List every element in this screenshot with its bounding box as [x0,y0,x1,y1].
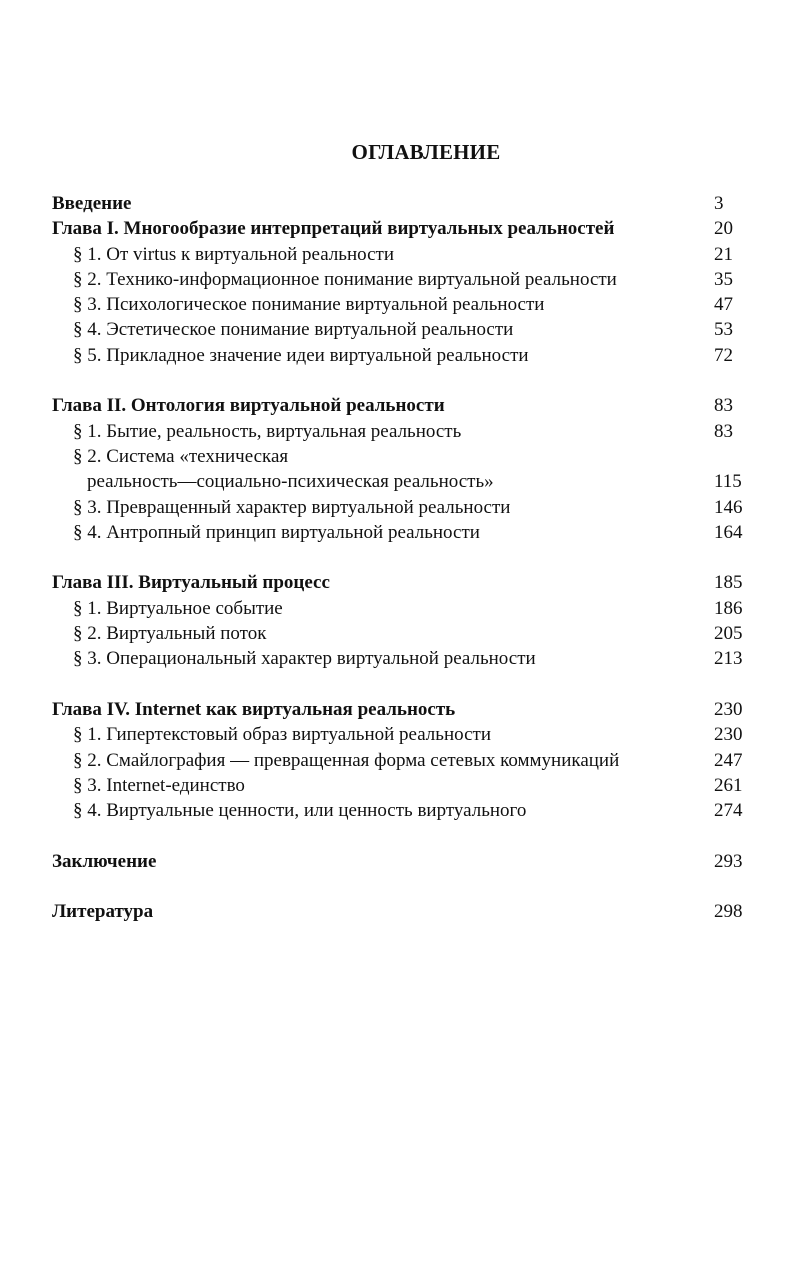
toc-chapter-title: Глава IV. Internet как виртуальная реальность [52,698,456,720]
toc-page-number: 298 [714,901,743,923]
toc-section-title: § 1. Гипертекстовый образ виртуальной реальности [73,724,491,746]
toc-page-number: 83 [714,420,733,442]
toc-page-number: 35 [714,268,733,290]
toc-page-number: 72 [714,344,733,366]
toc-page-number: 261 [714,774,743,796]
toc-section-title: § 3. Психологическое понимание виртуальной реальности [73,294,545,316]
toc-page-number: 146 [714,496,743,518]
toc-chapter-2 [52,393,752,418]
toc-section [52,596,752,621]
toc-section-title: § 4. Виртуальные ценности, или ценность виртуального [73,800,527,822]
toc-section-title: § 2. Смайлография — превращенная форма сетевых коммуникаций [73,749,620,771]
toc-section [52,646,752,671]
toc-chapter-3 [52,570,752,595]
toc-section [52,748,752,773]
toc-section-title: § 2. Виртуальный поток [73,623,267,645]
toc-page-number: 3 [714,193,724,214]
table-of-contents [52,191,752,925]
toc-section [52,267,752,292]
toc-entry-title: Введение [52,193,132,214]
toc-section [52,292,752,317]
toc-section-title: § 1. Бытие, реальность, виртуальная реальность [73,420,462,442]
toc-page-number: 213 [714,648,743,670]
toc-section [52,343,752,368]
toc-page-number: 247 [714,749,743,771]
toc-page-number: 186 [714,597,743,619]
toc-section-title: § 2. Технико-информационное понимание виртуальной реальности [73,268,617,290]
toc-page-number: 164 [714,521,743,543]
toc-page-number: 293 [714,850,743,872]
toc-section-continuation [52,469,752,494]
toc-section-title: § 2. Система «техническая [73,445,289,467]
toc-entry-title: Заключение [52,850,157,872]
toc-section [52,242,752,267]
toc-section [52,444,752,469]
toc-chapter-title: Глава II. Онтология виртуальной реальности [52,395,445,417]
toc-section-title: § 5. Прикладное значение идеи виртуальной реальности [73,344,529,366]
toc-section [52,798,752,823]
toc-page-number: 185 [714,572,743,594]
toc-chapter-title: Глава III. Виртуальный процесс [52,572,330,594]
toc-section-title: § 4. Эстетическое понимание виртуальной реальности [73,319,514,341]
toc-entry-intro [52,191,752,216]
toc-entry-title: Литература [52,901,154,923]
toc-page-number: 230 [714,724,743,746]
toc-chapter-1 [52,216,752,241]
toc-section-title: § 3. Превращенный характер виртуальной реальности [73,496,511,518]
toc-page-number: 47 [714,294,733,316]
toc-chapter-4 [52,697,752,722]
toc-chapter-title: Глава I. Многообразие интерпретаций виртуальных реальностей [52,218,615,240]
toc-page-number: 21 [714,243,733,265]
toc-page-number: 230 [714,698,743,720]
toc-page-number: 53 [714,319,733,341]
toc-page-number: 274 [714,800,743,822]
toc-section [52,621,752,646]
toc-section [52,419,752,444]
toc-page-number: 83 [714,395,733,417]
page-title: ОГЛАВЛЕНИЕ [351,140,501,164]
toc-section-title: § 1. От virtus к виртуальной реальности [73,243,395,265]
toc-section-title: § 4. Антропный принцип виртуальной реальности [73,521,480,543]
toc-section [52,495,752,520]
toc-section [52,722,752,747]
toc-section-title: § 3. Internet-единство [73,774,245,796]
toc-section [52,520,752,545]
toc-section-title: § 3. Операциональный характер виртуальной реальности [73,648,536,670]
toc-page-number: 115 [714,471,742,493]
toc-section-title-continuation: реальность—социально-психическая реальность» [87,471,494,493]
toc-section-title: § 1. Виртуальное событие [73,597,283,619]
toc-entry-conclusion [52,849,752,874]
toc-section [52,317,752,342]
toc-section [52,773,752,798]
toc-page-number: 205 [714,623,743,645]
toc-page-number: 20 [714,218,733,240]
toc-entry-literature [52,899,752,924]
